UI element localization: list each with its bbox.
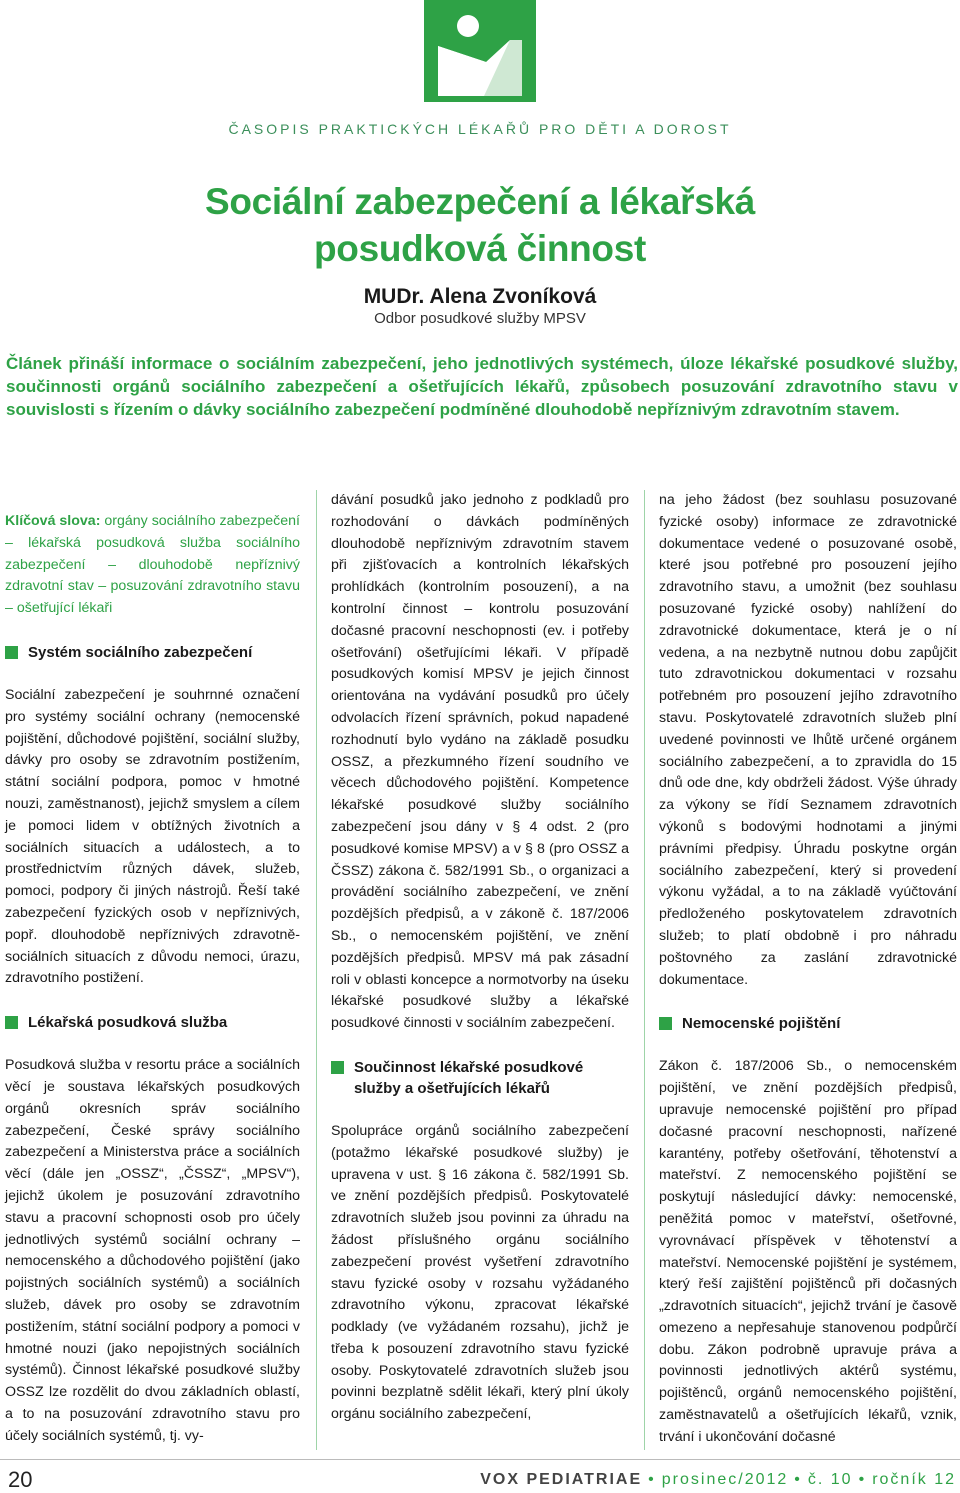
column-divider-1 [316,490,317,1450]
keywords-text: orgány sociálního zabezpečení – lékařská posudková služba sociálního zabezpečení – dlouhodobě nepříznivý zdravotní stav – posuzování zdravotního stavu – ošetřující lékaři [5,513,300,617]
bullet-dot-icon: • [858,1471,867,1488]
footer-volume: č. 10 [807,1471,853,1488]
paragraph: Sociální zabezpečení je souhrnné označení pro systémy sociální ochrany (nemocenské pojištění, důchodové pojištění, sociální služby, dávky pro osoby se zdravotním postižením, státní sociální podpora, pomoc v hmotné nouzi, zaměstnanost), jejichž smyslem a cílem je pomoci lidem v obtížných životních a sociálních situacích a událostech, a to prostřednictvím různých dávek, služeb, pomoci, podpory či jiných nástrojů. Řeší také zabezpečení fyzických osob v nepříznivých, popř. dlouhodobě nepříznivých zdravotně-sociálních situacích z důvodu nemoci, úrazu, zdravotního postižení. [5,686,300,987]
footer-issue: prosinec/2012 [661,1471,789,1488]
column-3 [659,490,957,1471]
paragraph: na jeho žádost (bez souhlasu posuzované fyzické osoby) informace ze zdravotnické dokumentace vedené o posuzované osobě, které jsou potřebné pro posouzení jejího zdravotního stavu, a umožnit (bez souhlasu posuzované fyzické osoby) nahlížení do zdravotnické dokumentace, která je o ní vedena, a na nezbytně nutnou dobu zapůjčit tuto zdravotnickou dokumentaci v rozsahu potřebném pro posouzení jejího zdravotního stavu. Poskytovatelé zdravotních služeb plní uvedené povinnosti ve lhůtě určené orgánem sociálního zabezpečení, a to zpravidla do 15 dnů ode dne, kdy obdrželi žádost. Výše úhrady za výkony se řídí Seznamem zdravotních výkonů s bodovými hodnotami a jinými právními předpisy. Úhradu poskytne orgán sociálního zabezpečení, který si provedení výkonu vyžádal, a to na základě vyúčtování předloženého poskytovatelem zdravotních služeb; to platí obdobně i pro náhradu poštovného za zaslání zdravotnické dokumentace. [659,492,957,988]
bullet-dot-icon: • [648,1471,656,1488]
author-affiliation: Odbor posudkové služby MPSV [374,310,586,327]
abstract: Článek přináší informace o sociálním zabezpečení, jeho jednotlivých systémech, úloze lékařské posudkové služby, součinnosti orgánů sociálního zabezpečení a ošetřujících lékařů, způsobech posuzování zdravotního stavu v souvislosti s řízením o dávky sociálního zabezpečení podmíněné dlouhodobě nepříznivým zdravotním stavem. [6,354,958,419]
footer-brand: VOX PEDIATRIAE [480,1471,643,1488]
title-line-1: Sociální zabezpečení a lékařská [204,181,756,222]
bullet-dot-icon: • [794,1471,802,1488]
green-square-bullet-icon [5,1016,18,1029]
column-divider-2 [644,490,645,1450]
paragraph: Posudková služba v resortu práce a sociálních věcí je soustava lékařských posudkových orgánů okresních správ sociálního zabezpečení, České správy sociálního zabezpečení a Ministerstva práce a sociálních věcí (dále jen „OSSZ“, „ČSSZ“, „MPSV“), jejichž úkolem je posuzování zdravotního stavu a pracovní schopnosti osob pro účely jednotlivých systémů sociální ochrany – nemocenského a důchodového pojištění (jako pojistných sociálních systémů) a sociálních služeb, dávek pro osoby se zdravotním postižením, státní sociální podpory a pomoci v hmotné nouzi (jako nepojistných sociálních systémů). Činnost lékařské posudkové služby OSSZ lze rozdělit do dvou základních oblastí, a to na posuzování zdravotního stavu pro účely sociálních systémů, tj. vy- [5,1057,300,1444]
footer-year: ročník 12 [872,1471,956,1488]
paragraph: dávání posudků jako jednoho z podkladů pro rozhodování o dávkách podmíněných dlouhodobě nepříznivým zdravotním stavem při zjišťovacích a kontrolních lékařských prohlídkách (kontrolním posouzení), a na kontrolní činnost – kontrolu posuzování dočasné pracovní neschopnosti (ev. i potřeby ošetřování) ošetřujícími lékaři. V případě posudkových komisí MPSV je jejich činnost orientována na vydávání posudků pro účely odvolacích řízení správních, pokud napadené rozhodnutí bylo vydáno na základě posudku OSSZ, a přezkumného řízení soudního ve věcech důchodového pojištění. Kompetence lékařské posudkové služby sociálního zabezpečení jsou dány v § 4 odst. 2 (pro posudkové komise MPSV) a v § 8 (pro OSSZ a ČSSZ) zákona č. 582/1991 Sb., o organizaci a provádění sociálního zabezpečení, ve znění pozdějších předpisů, a v zákoně č. 187/2006 Sb., o nemocenském pojištění, ve znění pozdějších předpisů. MPSV má pak zásadní roli v oblasti koncepce a normotvorby na úseku lékařské posudkové služby a lékařské posudkové činnosti v sociálním zabezpečení. [331,492,629,1032]
footer-divider [0,1459,960,1460]
section-heading-text: Systém sociálního zabezpečení [28,643,253,661]
page-number: 20 [8,1467,33,1492]
author-name: MUDr. Alena Zvoníková [363,285,597,308]
article-title [0,178,960,272]
column-2 [331,490,629,1448]
section-heading-soucinnost [331,1057,629,1099]
journal-name: ČASOPIS PRAKTICKÝCH LÉKAŘŮ PRO DĚTI A DOROST [228,121,732,137]
green-square-bullet-icon [659,1017,672,1030]
section-heading-posudkova-sluzba [5,1012,300,1033]
section-heading-system [5,642,300,663]
title-line-2: posudková činnost [313,228,647,269]
column-1 [5,511,300,1469]
footer-info [480,1471,956,1489]
section-heading-text: Nemocenské pojištění [682,1015,841,1033]
green-square-bullet-icon [331,1061,344,1074]
green-square-bullet-icon [5,646,18,659]
keywords [5,511,300,620]
section-heading-nemocenske [659,1013,957,1034]
section-heading-text: Lékařská posudková služba [28,1014,228,1032]
paragraph: Spolupráce orgánů sociálního zabezpečení (potažmo lékařské posudkové služby) je upravena v ust. § 16 zákona č. 582/1991 Sb. ve znění pozdějších předpisů. Poskytovatelé zdravotních služeb jsou povinni za úhradu na žádost příslušného orgánu sociálního zabezpečení provést vyšetření zdravotního stavu fyzické osoby v rozsahu vyžádaného zdravotního výkonu, zpracovat lékařské podklady (ve vyžádaném rozsahu), jichž je třeba k posouzení zdravotního stavu fyzické osoby. Poskytovatelé zdravotních služeb jsou povinni bezplatně sdělit lékaři, který plní úkoly orgánu sociálního zabezpečení, [331,1122,629,1423]
keywords-label: Klíčová slova: [5,513,101,529]
section-heading-text: Součinnost lékařské posudkové služby a ošetřujících lékařů [354,1058,584,1097]
journal-logo [424,0,536,102]
paragraph: Zákon č. 187/2006 Sb., o nemocenském pojištění, ve znění pozdějších předpisů, upravuje nemocenské pojištění pro případ dočasné pracovní neschopnosti, nařízené karantény, potřeby ošetřování, těhotenství a mateřství. Z nemocenského pojištění se poskytují následující dávky: nemocenské, peněžitá pomoc v mateřství, ošetřovné, vyrovnávací příspěvek v těhotenství a mateřství. Nemocenské pojištění je systémem, který řeší zajištění pojištěnců při dočasných „zdravotních situacích“, jejichž trvání je časově omezeno a nepřesahuje stanovenou podpůrčí dobu. Zákon podrobně upravuje práva a povinnosti jednotlivých aktérů systému, pojištěnců, orgánů nemocenského pojištění, zaměstnavatelů a ošetřujících lékařů, vznik, trvání i ukončování dočasné [659,1058,957,1445]
